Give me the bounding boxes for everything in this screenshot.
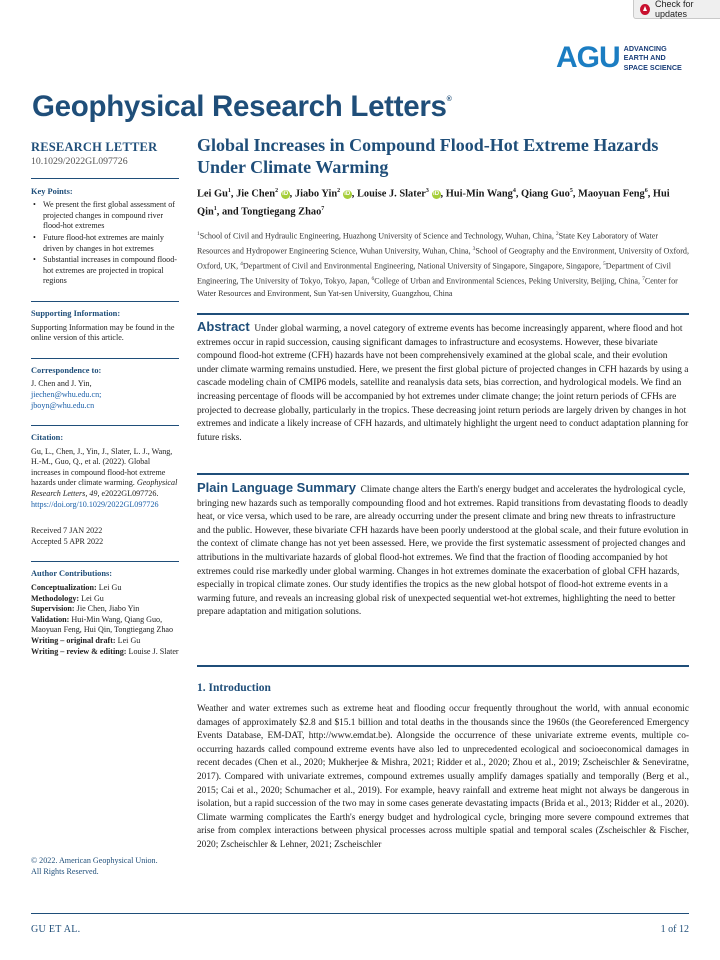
divider — [31, 425, 179, 426]
contribution-row — [31, 647, 179, 658]
orcid-icon[interactable]: iD — [344, 191, 351, 198]
divider — [31, 561, 179, 562]
agu-logo-line: ADVANCING — [623, 44, 667, 54]
affiliation-text: School of Geography and the Environment, University of Oxford, Oxford, UK, — [197, 246, 689, 271]
correspondence-email[interactable]: jboyn@whu.edu.cn — [31, 400, 95, 410]
author-name[interactable]: Jie Chen — [236, 188, 276, 200]
affiliation-number: 6 — [371, 275, 375, 282]
affiliation-marker: 1 — [213, 205, 217, 212]
affiliation-marker: 4 — [512, 188, 516, 194]
author-name[interactable]: Hui-Min Wang — [445, 188, 513, 200]
affiliation-text: School of Civil and Hydraulic Engineering, Huazhong University of Science and Technology, Wuhan, China, — [199, 231, 556, 241]
copyright-line: © 2022. American Geophysical Union. — [31, 856, 158, 865]
key-point: • Future flood-hot extremes are mainly driven by changes in hot extremes — [31, 233, 179, 254]
contribution-row — [31, 615, 179, 636]
author-name[interactable]: Louise J. Slater — [356, 188, 426, 200]
orcid-icon[interactable]: iD — [282, 191, 289, 198]
author-list: Lei Gu$^1$, Jie Chen$^2$ iD , Jiabo Yin$^2$ iD , Louise J. Slater$^3$ iD , Hui-Min Wang$^4$, Qiang Guo$^5$, Maoyuan Feng$^6$, Hui Qin$^1$, and Tongtiegang Zhao$^7$ — [197, 188, 670, 218]
article-title: Global Increases in Compound Flood-Hot Extreme Hazards Under Climate Warming — [197, 135, 659, 177]
contribution-names: Jie Chen, Jiabo Yin — [76, 604, 140, 614]
author-contributions-heading: Author Contributions: — [31, 569, 113, 579]
update-icon — [640, 4, 650, 15]
affiliation-marker: 2 — [275, 188, 279, 194]
key-points-heading: Key Points: — [31, 186, 73, 196]
affiliation-text: Department of Civil Engineering, The University of Tokyo, Tokyo, Japan, — [197, 261, 671, 286]
affiliation-text: College of Urban and Environmental Sciences, Peking University, Beijing, China, — [374, 276, 643, 286]
author-name[interactable]: Qiang Guo — [521, 188, 570, 200]
footer-divider — [31, 913, 689, 914]
affiliation-text: State Key Laboratory of Water Resources and Hydropower Engineering Science, Wuhan University, Wuhan, China, — [197, 231, 659, 256]
affiliation-marker: 6 — [644, 188, 648, 194]
agu-logo-line: EARTH AND — [623, 53, 666, 63]
key-points-list — [31, 200, 179, 287]
citation-article-id: , e2022GL097726. — [97, 489, 159, 499]
author-name[interactable]: Tongtiegang Zhao — [241, 206, 322, 218]
author-contributions — [31, 583, 179, 657]
affiliation-text: Center for Water Resources and Environment, Sun Yat-sen University, Guangzhou, China — [197, 276, 678, 298]
contribution-row — [31, 583, 179, 594]
divider — [197, 473, 689, 475]
agu-logo-line: SPACE SCIENCE — [623, 62, 682, 72]
introduction-heading: 1. Introduction — [197, 682, 271, 694]
correspondence-heading: Correspondence to: — [31, 365, 102, 375]
received-date: Received 7 JAN 2022 — [31, 526, 103, 536]
divider — [31, 358, 179, 359]
orcid-icon[interactable]: iD — [433, 191, 440, 198]
agu-logo-text — [624, 44, 682, 72]
footer-authors: GU ET AL. — [31, 924, 81, 935]
author-name[interactable]: Jiabo Yin — [294, 188, 338, 200]
contribution-names: Lei Gu — [117, 636, 141, 645]
contribution-names: Louise J. Slater — [128, 646, 179, 656]
journal-title-text: Geophysical Research Letters — [32, 90, 447, 123]
affiliation-marker: 1 — [227, 188, 231, 194]
pls-heading: Plain Language Summary — [197, 480, 356, 495]
agu-logo — [556, 41, 682, 74]
contribution-role: Supervision: — [31, 604, 75, 614]
contribution-role: Conceptualization: — [31, 583, 97, 593]
affiliation-number: 4 — [240, 260, 243, 267]
citation-doi-link[interactable]: https://doi.org/10.1029/2022GL097726 — [31, 499, 159, 509]
contribution-row — [31, 604, 179, 615]
article-doi[interactable]: 10.1029/2022GL097726 — [31, 156, 128, 167]
supporting-info-text: Supporting Information may be found in the online version of this article. — [31, 322, 175, 343]
copyright-line: All Rights Reserved. — [31, 866, 99, 876]
contribution-row — [31, 636, 179, 647]
affiliation-marker: 2 — [337, 188, 341, 194]
correspondence-email[interactable]: jiechen@whu.edu.cn; — [31, 389, 102, 399]
affiliation-number: 5 — [603, 260, 606, 267]
article-type: RESEARCH LETTER — [31, 140, 158, 154]
contribution-role: Writing – original draft: — [31, 636, 116, 645]
abstract-text: Under global warming, a novel category of extreme events has become increasingly apparent, where flood and hot extremes occur in rapid succession, causing significant damages to infrastructure and ecosystems. However, these bivariate compound flood-hot extreme (CFH) hazards have not been comprehensively examined at the global scale, and their evolution under climate warming remains unstudied. Here, we present the first global picture of projected changes in CFH hazards by using a cascade modeling chain of CMIP6 models, satellite and reanalysis data sets, bias correction, and hydrological models. We find an increasing percentage of floods will be accompanied by hot extremes under climate change; the joint return periods of CFHs are projected to decrease globally, particularly in the tropics. These decreasing joint return periods are largely driven by changes in hot extremes and indicate a likely increase of CFH hazards, and ultimately highlight the urgent need to conduct adaptation planning for future risks. — [197, 324, 689, 443]
plain-language-summary — [197, 481, 689, 620]
affiliation-marker: 5 — [569, 188, 573, 194]
journal-title — [32, 90, 452, 124]
contribution-role: Validation: — [31, 614, 70, 624]
key-point: • Substantial increases in compound flood-hot extremes are projected in tropical regions — [31, 255, 179, 287]
divider — [197, 313, 689, 315]
page-number: 1 of 12 — [660, 924, 689, 935]
citation-journal: Geophysical Research Letters, 49 — [31, 478, 178, 499]
registered-mark: ® — [446, 96, 452, 103]
contribution-names: Hui-Min Wang, Qiang Guo, Maoyuan Feng, Hui Qin, Tongtiegang Zhao — [31, 614, 174, 635]
affiliation-marker: 7 — [321, 205, 325, 212]
divider — [197, 665, 689, 667]
contribution-role: Writing – review & editing: — [31, 646, 127, 656]
affiliation-number: 1 — [197, 230, 200, 237]
author-name[interactable]: Maoyuan Feng — [578, 188, 645, 200]
affiliations — [197, 228, 689, 300]
author-name[interactable]: Hui Qin — [197, 188, 670, 218]
affiliation-number: 3 — [472, 245, 476, 252]
check-for-updates-badge[interactable] — [633, 0, 720, 19]
author-name[interactable]: Lei Gu — [197, 188, 228, 200]
abstract-heading: Abstract — [197, 319, 250, 334]
contribution-role: Methodology: — [31, 593, 80, 603]
agu-logo-mark: AGU — [556, 41, 620, 74]
check-for-updates-label: Check for updates — [654, 0, 694, 19]
affiliation-number: 2 — [555, 230, 559, 237]
citation-text — [31, 447, 179, 511]
supporting-info-heading: Supporting Information: — [31, 308, 121, 318]
abstract — [197, 320, 689, 445]
pls-text: Climate change alters the Earth's energy budget and accelerates the hydrological cycle, bringing new hazards such as temporally compounding flood and hot extremes. Rapid transitions from devastating floods to deadly heat, or vice versa, which used to be rare, are already occurring under the present climate and bring new threats to infrastructure and the public. However, these bivariate CFH hazards have been poorly understood at the global scale, and their future evolution in the context of climate change has not yet been assessed. Here, we provide the first systematic assessment of projected changes and attributions in the multivariate hazards of global flood-hot extremes. We find that the fraction of flooding accompanied by hot extremes could rise markedly under global warming. Changes in hot extremes dominate the exacerbation of global CFH hazards, especially in tropical climate zones. Our study identifies the tropics as the new global hotspot of flood-hot extreme events in a warming future, and reveals an increasing global risk of unexpected sequential wet-hot extremes, highlighting the need to better prepare adaptation and mitigation solutions. — [197, 485, 689, 618]
article-header — [197, 134, 689, 300]
citation-body: Gu, L., Chen, J., Yin, J., Slater, L. J., Wang, H.-M., Guo, Q., et al. (2022). Global increases in compound flood-hot extreme hazards under climate warming. — [31, 446, 173, 488]
citation-heading: Citation: — [31, 433, 64, 443]
affiliation-number: 7 — [642, 275, 645, 282]
contribution-names: Lei Gu — [98, 583, 122, 593]
contribution-names: Lei Gu — [81, 593, 104, 603]
left-sidebar — [31, 140, 179, 657]
introduction-text: Weather and water extremes such as extreme heat and flooding occur frequently throughout the world, with annual economic damages of approximately $2.8 and $15.1 billion and total deaths in the thousands since the 1960s (the Georeferenced Emergency Events Database, EM-DAT, http://www.emdat.be). Alongside the occurrence of these univariate extreme events, multiple co-occurring hazards called compound extreme events have also led to unprecedented ecological and socioeconomical damages in recent decades (Chen et al., 2020; Mukherjee & Mishra, 2021; Ridder et al., 2020; Zhou et al., 2019; Zscheischler & Seneviratne, 2017). Compared with univariate extremes, compound extremes usually amplify damages spatially and temporally (Berg et al., 2015; Cai et al., 2020; Schumacher et al., 2019). For example, heavy rainfall and extreme heat might not always be dangerous in isolation, but a rapid succession of the two may in some cases generate devastating impacts (Brida et al., 2013; Ridder et al., 2020). Climate warming complicates the Earth's energy budget and hydrological cycle, bringing more severe compound extremes that arise from complex interactions between physical processes across multiple spatial and temporal scales (Zscheischler & Fischer, 2020; Zscheischler & Lehner, 2021; Zscheischler — [197, 704, 689, 850]
affiliation-marker: 3 — [425, 188, 429, 194]
copyright — [31, 856, 179, 877]
key-point: • We present the first global assessment of projected changes in compound river flood-hot extremes — [31, 200, 179, 232]
divider — [31, 178, 179, 179]
contribution-row — [31, 594, 179, 605]
affiliation-text: Department of Civil and Environmental Engineering, National University of Singapore, Singapore, Singapore, — [242, 261, 604, 271]
divider — [31, 301, 179, 302]
correspondence-names: J. Chen and J. Yin, — [31, 379, 92, 389]
accepted-date: Accepted 5 APR 2022 — [31, 536, 104, 546]
